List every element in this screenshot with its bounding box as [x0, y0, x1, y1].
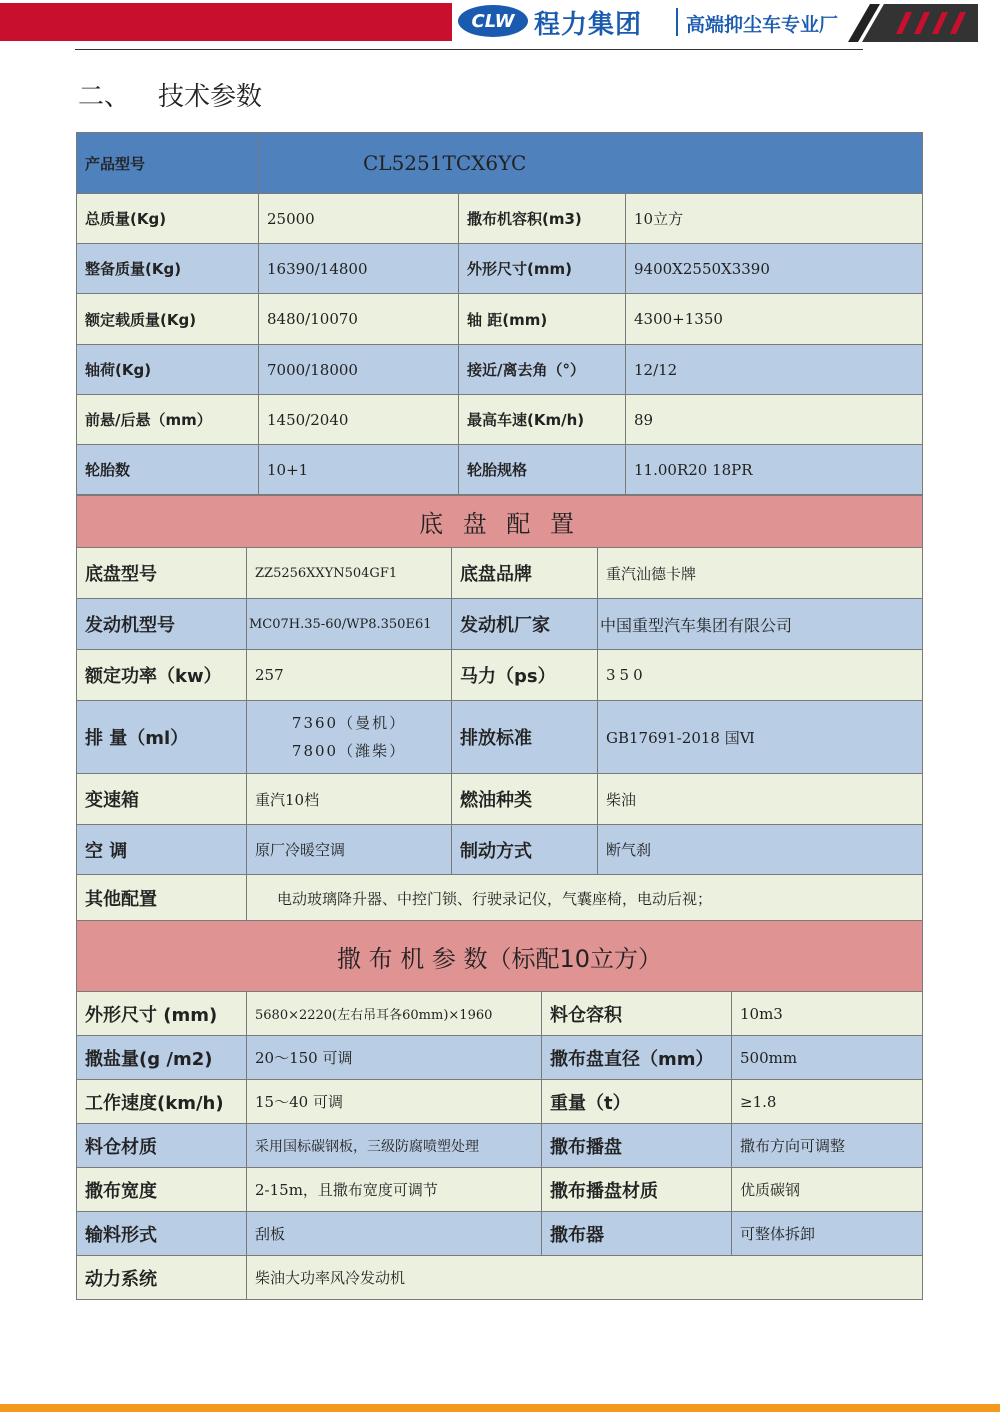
- param-label: 外形尺寸 (mm): [77, 992, 247, 1036]
- param-value: 断气刹: [598, 825, 923, 875]
- param-value: ≥1.8: [732, 1080, 923, 1124]
- table-row: [77, 875, 923, 922]
- param-label: 底盘品牌: [452, 548, 598, 599]
- param-label: 燃油种类: [452, 774, 598, 825]
- param-value: 7800（潍柴）: [291, 742, 407, 760]
- param-label: 撒布宽度: [77, 1168, 247, 1212]
- table-row: [77, 294, 923, 345]
- table-row: [77, 825, 923, 875]
- table-row: [77, 194, 923, 244]
- table-row: [77, 1168, 923, 1212]
- param-value: ZZ5256XXYN504GF1: [247, 548, 452, 599]
- param-value: 柴油大功率风冷发动机: [247, 1256, 923, 1300]
- param-label: 料仓材质: [77, 1124, 247, 1168]
- param-label: 料仓容积: [542, 992, 732, 1036]
- param-label: 工作速度(km/h): [77, 1080, 247, 1124]
- param-label: 撒布机容积(m3): [459, 194, 626, 244]
- param-label: 底盘型号: [77, 548, 247, 599]
- param-value: 10+1: [259, 445, 459, 495]
- table-row: [77, 395, 923, 445]
- chassis-table: [76, 495, 923, 922]
- section-number: 二、: [78, 82, 131, 112]
- table-row: [77, 599, 923, 650]
- param-label: 撒盐量(g /m2): [77, 1036, 247, 1080]
- param-label: 撒布播盘: [542, 1124, 732, 1168]
- table-row: [77, 1256, 923, 1300]
- param-label: 轴 距(mm): [459, 294, 626, 345]
- table-row: [77, 774, 923, 825]
- product-model-row: [77, 133, 923, 194]
- table-row: [77, 1124, 923, 1168]
- param-label: 最高车速(Km/h): [459, 395, 626, 445]
- table-row: [77, 445, 923, 495]
- param-value: 89: [626, 395, 923, 445]
- param-label: 发动机型号: [77, 599, 247, 650]
- param-value: 5680×2220(左右吊耳各60mm)×1960: [247, 992, 542, 1036]
- header-bar: [0, 0, 1000, 44]
- stripes-icon: [848, 4, 978, 42]
- param-value: 7000/18000: [259, 345, 459, 395]
- param-label: 撒布器: [542, 1212, 732, 1256]
- param-value: 1450/2040: [259, 395, 459, 445]
- param-label: 撒布播盘材质: [542, 1168, 732, 1212]
- param-value: MC07H.35-60/WP8.350E61: [247, 599, 452, 650]
- param-label: 发动机厂家: [452, 599, 598, 650]
- product-table: [76, 132, 923, 495]
- table-row: [77, 548, 923, 599]
- param-label: 额定载质量(Kg): [77, 294, 259, 345]
- param-label: 撒布盘直径（mm）: [542, 1036, 732, 1080]
- param-label: 总质量(Kg): [77, 194, 259, 244]
- param-label: 排 量（ml）: [77, 701, 247, 774]
- param-label: 轮胎数: [77, 445, 259, 495]
- param-label: 接近/离去角（°）: [459, 345, 626, 395]
- param-value: 10立方: [626, 194, 923, 244]
- spreader-title: 撒 布 机 参 数（标配10立方）: [77, 921, 923, 992]
- table-row: [77, 1036, 923, 1080]
- page-title: [78, 76, 290, 113]
- spreader-table: [76, 920, 923, 1300]
- param-value: 16390/14800: [259, 244, 459, 294]
- header-rule: [75, 49, 863, 50]
- chassis-title: 底 盘 配 置: [77, 496, 923, 548]
- param-value: 500mm: [732, 1036, 923, 1080]
- table-row: [77, 244, 923, 294]
- param-value: 撒布方向可调整: [732, 1124, 923, 1168]
- param-value: 9400X2550X3390: [626, 244, 923, 294]
- param-value: 25000: [259, 194, 459, 244]
- table-row: [77, 650, 923, 701]
- param-value: 257: [247, 650, 452, 701]
- param-value: 2-15m，且撒布宽度可调节: [247, 1168, 542, 1212]
- section-heading: 技术参数: [158, 82, 263, 112]
- param-value: 优质碳钢: [732, 1168, 923, 1212]
- brand-divider: [676, 8, 678, 36]
- clw-logo: CLW: [458, 5, 528, 37]
- param-value: 原厂冷暖空调: [247, 825, 452, 875]
- param-value: GB17691-2018 国Ⅵ: [598, 701, 923, 774]
- param-label: 变速箱: [77, 774, 247, 825]
- param-label: 重量（t）: [542, 1080, 732, 1124]
- param-label: 排放标准: [452, 701, 598, 774]
- param-value: 可整体拆卸: [732, 1212, 923, 1256]
- product-model-label: 产品型号: [77, 133, 259, 194]
- param-value: 15～40 可调: [247, 1080, 542, 1124]
- param-value: 11.00R20 18PR: [626, 445, 923, 495]
- param-label: 输料形式: [77, 1212, 247, 1256]
- displacement-value: [247, 701, 452, 774]
- chassis-title-row: [77, 496, 923, 548]
- param-value: 12/12: [626, 345, 923, 395]
- param-value: 7360（曼机）: [291, 714, 407, 732]
- param-label: 马力（ps）: [452, 650, 598, 701]
- brand-slogan: 高端抑尘车专业厂: [686, 14, 839, 36]
- param-value: 中国重型汽车集团有限公司: [598, 599, 923, 650]
- table-row: [77, 1212, 923, 1256]
- table-row: [77, 345, 923, 395]
- param-value: 采用国标碳钢板，三级防腐喷塑处理: [247, 1124, 542, 1168]
- param-value: 重汽10档: [247, 774, 452, 825]
- spreader-title-row: [77, 921, 923, 992]
- product-model-value: CL5251TCX6YC: [259, 133, 923, 194]
- table-row: [77, 1080, 923, 1124]
- table-row: [77, 992, 923, 1036]
- param-label: 其他配置: [77, 875, 247, 922]
- param-label: 额定功率（kw）: [77, 650, 247, 701]
- param-value: 电动玻璃降升器、中控门锁、行驶录记仪，气囊座椅，电动后视；: [247, 875, 923, 922]
- header-red-band: [0, 3, 452, 41]
- param-value: 柴油: [598, 774, 923, 825]
- param-value: 8480/10070: [259, 294, 459, 345]
- param-label: 外形尺寸(mm): [459, 244, 626, 294]
- param-label: 轴荷(Kg): [77, 345, 259, 395]
- param-label: 动力系统: [77, 1256, 247, 1300]
- param-value: 重汽汕德卡牌: [598, 548, 923, 599]
- param-label: 制动方式: [452, 825, 598, 875]
- param-value: 10m3: [732, 992, 923, 1036]
- param-label: 整备质量(Kg): [77, 244, 259, 294]
- param-value: 350: [598, 650, 923, 701]
- param-value: 刮板: [247, 1212, 542, 1256]
- param-value: 20～150 可调: [247, 1036, 542, 1080]
- param-label: 空 调: [77, 825, 247, 875]
- param-label: 轮胎规格: [459, 445, 626, 495]
- brand-name: 程力集团: [534, 10, 643, 40]
- table-row: [77, 701, 923, 774]
- param-value: 4300+1350: [626, 294, 923, 345]
- footer-band: [0, 1404, 1000, 1412]
- param-label: 前悬/后悬（mm）: [77, 395, 259, 445]
